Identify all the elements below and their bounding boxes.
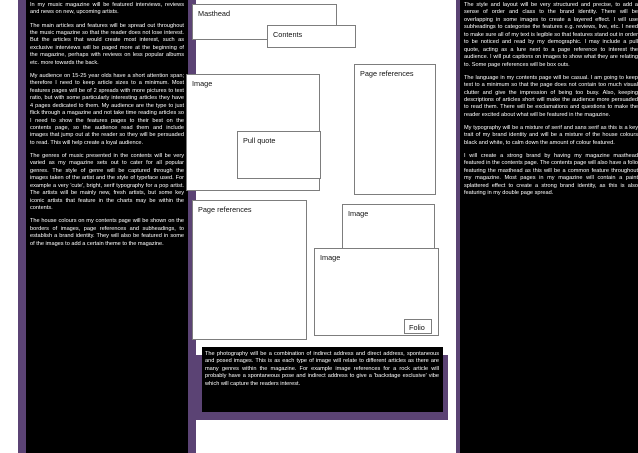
page-references-label-1: Page references	[360, 69, 414, 78]
page-references-label-2: Page references	[198, 205, 252, 214]
image-label-3: Image	[320, 253, 341, 262]
left-paragraph: The genres of music presented in the contents will be very varied as my magazine sets out to cater for all popular genres. The style of genre will be captured through the images taken of the artist and the style of typeface used. For example a very 'cute', bright, serif typography for a pop artist. The artists will be mainly new, fresh artists, but some key iconic artists that feature in the charts may be within the contents.	[30, 152, 184, 212]
page-references-box-1	[354, 64, 436, 195]
pull-quote-box	[237, 131, 321, 179]
right-paragraph: The language in my contents page will be casual. I am going to keep text to a minimum so that the page does not contain too much visual clutter and give the impression of being too busy. Also, keeping descriptions of articles short will make the audience more persuaded to read them. There will be exclamations and questions to make the reader excited about what will be featured in the magazine.	[464, 74, 638, 118]
page-references-box-2	[192, 200, 307, 340]
folio-box	[404, 319, 432, 334]
right-paragraph: The style and layout will be very structured and precise, to add a sense of order and class to the brand identity. There will be overlapping in some images to create a layered effect. I will use subheadings to categorise the features e.g. reviews, live, etc. I need to make sure all of my text is legible so that features stand out in order to be noticed and read by my demographic. I may include a pull quote, acting as a lure next to a page reference to interest the audience. I will put captions on images to show what they are relating to. Some page references will be box outs.	[464, 2, 638, 68]
folio-label: Folio	[409, 323, 425, 332]
pull-quote-label: Pull quote	[243, 136, 276, 145]
left-paragraph: The main articles and features will be spread out throughout the music magazine so that the reader does not lose interest. But the articles that would create most interest, such as exclusive interviews will be paged more at the beginning of the magazine, perhaps with reviews on less popular albums etc. more towards the back.	[30, 22, 184, 66]
bottom-paragraph: The photography will be a combination of indirect address and direct address, spontaneous and posed images. This is as each type of image will relate to different articles as there are many genres within the magazine. For example image references for a rock article will probably have a spontaneous pose and indirect address to give a 'backstage exclusive' vibe which will capture the readers interest.	[205, 351, 439, 387]
contents-box	[267, 25, 356, 48]
left-text-column	[26, 0, 188, 453]
image-label-1: Image	[192, 79, 213, 88]
right-paragraph: I will create a strong brand by having my magazine masthead featured in the contents page. The contents page will also have a folio featuring the masthead as this will be a common feature throughout my magazine. Most pages in my magazine will contain a paint splattered effect to create a strong brand identity, as this is also featuring in my double page spread.	[464, 152, 638, 197]
left-paragraph: In my music magazine will be featured interviews, reviews and news on new, upcoming artists.	[30, 2, 184, 16]
left-paragraph: My audience on 15-25 year olds have a short attention span; therefore I need to keep article sizes to a minimum. Most features pages will be of 2 spreads with more pictures to text ratio, but with some particularly interesting articles they have 4 pages dedicated to them. My audience are the type to just flick through a magazine and not take time reading articles so I need to show the features pages to their best on the contents page, so the audience read them and include images that jump out at the reader so they will be persuaded to read. This will help create a loyal audience.	[30, 72, 184, 146]
right-paragraph: My typography will be a mixture of serif and sans serif as this is a key trait of my brand identity and will be a mixture of the house colours black and white, to calm down the amount of colour featured.	[464, 124, 638, 146]
left-paragraph: The house colours on my contents page will be shown on the borders of images, page references and subheadings, to establish a brand identity. They will also be featured in some of the images to add a certain theme to the magazine.	[30, 218, 184, 247]
masthead-label: Masthead	[198, 9, 231, 18]
image-label-2: Image	[348, 209, 369, 218]
right-text-column	[460, 0, 638, 453]
contents-label: Contents	[273, 30, 303, 39]
bottom-text-panel	[202, 347, 443, 412]
